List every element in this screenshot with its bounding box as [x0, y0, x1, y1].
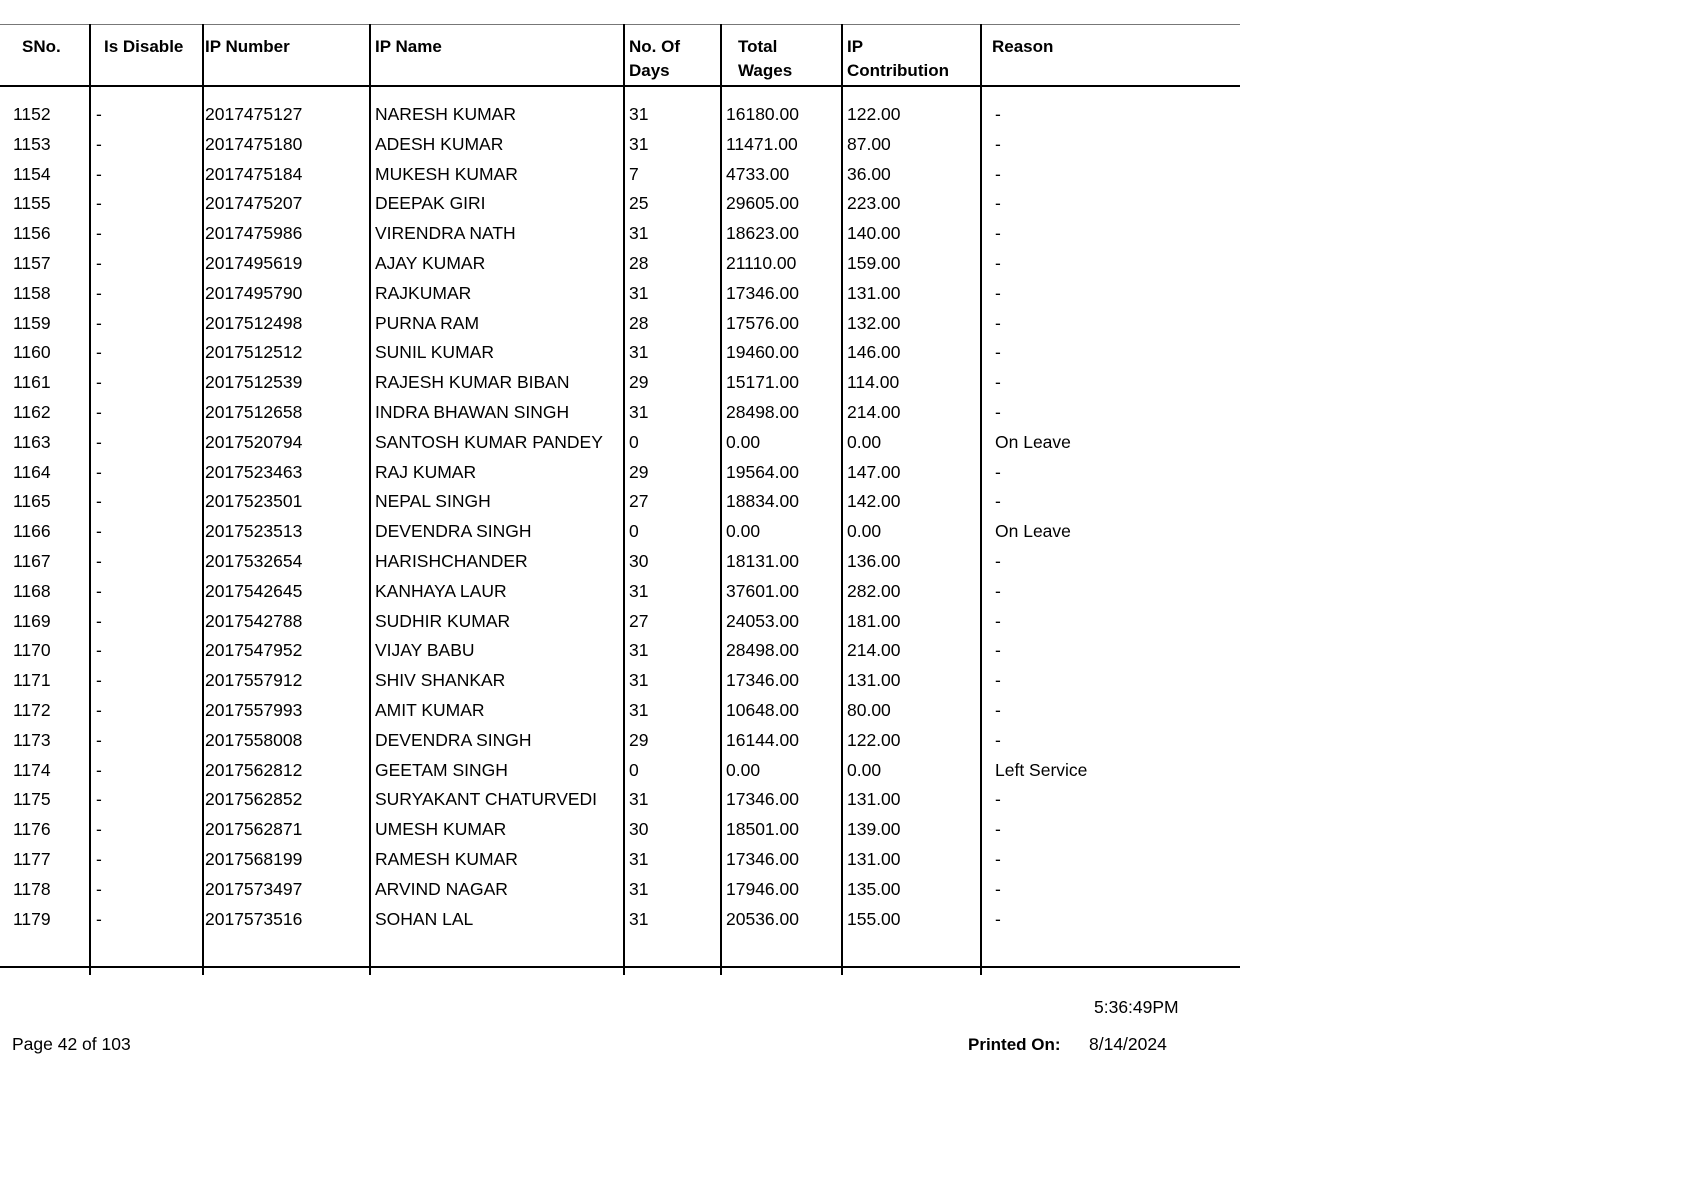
cell-sno: 1159	[13, 312, 51, 333]
cell-is-disable: -	[96, 908, 102, 929]
cell-no-of-days: 31	[629, 342, 649, 363]
cell-total-wages: 15171.00	[726, 372, 799, 393]
cell-ip-name: SANTOSH KUMAR PANDEY	[375, 431, 603, 452]
table-row	[0, 908, 1240, 938]
cell-ip-name: RAJKUMAR	[375, 282, 472, 303]
cell-no-of-days: 31	[629, 104, 649, 124]
cell-total-wages: 28498.00	[726, 401, 799, 422]
table-row	[0, 788, 1240, 818]
cell-ip-contribution: 159.00	[847, 252, 901, 273]
cell-reason: -	[995, 550, 1001, 571]
cell-sno: 1171	[13, 670, 51, 691]
cell-sno: 1178	[13, 878, 51, 899]
table-row	[0, 222, 1240, 252]
cell-ip-name: GEETAM SINGH	[375, 759, 508, 780]
table-row	[0, 699, 1240, 729]
cell-sno: 1165	[13, 491, 51, 512]
printed-on-label: Printed On:	[968, 1035, 1061, 1054]
print-time: 5:36:49PM	[1094, 997, 1179, 1017]
cell-ip-number: 2017475184	[205, 163, 303, 184]
cell-is-disable: -	[96, 312, 102, 333]
cell-total-wages: 17576.00	[726, 312, 799, 333]
cell-ip-contribution: 132.00	[847, 312, 901, 333]
cell-ip-contribution: 214.00	[847, 640, 901, 661]
cell-is-disable: -	[96, 610, 102, 631]
header-ip-contribution: IP Contribution	[847, 37, 949, 80]
cell-no-of-days: 28	[629, 252, 649, 273]
cell-sno: 1157	[13, 252, 51, 273]
cell-total-wages: 19564.00	[726, 461, 799, 482]
cell-sno: 1170	[13, 640, 51, 661]
cell-no-of-days: 31	[629, 640, 649, 661]
cell-ip-name: VIRENDRA NATH	[375, 223, 516, 244]
cell-reason: -	[995, 819, 1001, 840]
cell-no-of-days: 27	[629, 491, 649, 512]
cell-reason: -	[995, 282, 1001, 303]
table-row	[0, 192, 1240, 222]
cell-reason: Left Service	[995, 759, 1088, 780]
cell-sno: 1169	[13, 610, 51, 631]
table-row	[0, 461, 1240, 491]
cell-total-wages: 28498.00	[726, 640, 799, 661]
cell-total-wages: 10648.00	[726, 699, 799, 720]
cell-ip-name: AMIT KUMAR	[375, 699, 485, 720]
cell-total-wages: 20536.00	[726, 908, 799, 929]
cell-ip-contribution: 136.00	[847, 550, 901, 571]
cell-sno: 1152	[13, 104, 51, 124]
table-row	[0, 759, 1240, 789]
table-row	[0, 431, 1240, 461]
cell-ip-name: SURYAKANT CHATURVEDI	[375, 789, 598, 810]
cell-is-disable: -	[96, 133, 102, 154]
cell-sno: 1153	[13, 133, 51, 154]
cell-no-of-days: 29	[629, 461, 649, 482]
cell-reason: -	[995, 133, 1001, 154]
cell-reason: -	[995, 491, 1001, 512]
cell-no-of-days: 31	[629, 282, 649, 303]
cell-ip-number: 2017512512	[205, 342, 303, 363]
cell-reason: -	[995, 789, 1001, 810]
table-row	[0, 490, 1240, 520]
cell-ip-number: 2017523463	[205, 461, 303, 482]
cell-reason: -	[995, 610, 1001, 631]
cell-sno: 1158	[13, 282, 51, 303]
cell-is-disable: -	[96, 580, 102, 601]
cell-is-disable: -	[96, 640, 102, 661]
cell-total-wages: 19460.00	[726, 342, 799, 363]
cell-total-wages: 0.00	[726, 431, 761, 452]
cell-no-of-days: 0	[629, 759, 639, 780]
cell-ip-contribution: 223.00	[847, 193, 901, 214]
cell-ip-contribution: 36.00	[847, 163, 891, 184]
header-ip-number: IP Number	[205, 37, 290, 56]
cell-total-wages: 24053.00	[726, 610, 799, 631]
cell-is-disable: -	[96, 670, 102, 691]
cell-reason: -	[995, 372, 1001, 393]
cell-ip-number: 2017573516	[205, 908, 303, 929]
header-sno: SNo.	[22, 37, 61, 56]
cell-ip-name: ARVIND NAGAR	[375, 878, 508, 899]
cell-ip-number: 2017512539	[205, 372, 303, 393]
cell-ip-contribution: 114.00	[847, 372, 900, 393]
cell-ip-contribution: 131.00	[847, 789, 901, 810]
cell-ip-number: 2017568199	[205, 848, 303, 869]
cell-no-of-days: 0	[629, 431, 639, 452]
cell-ip-name: SUNIL KUMAR	[375, 342, 494, 363]
cell-is-disable: -	[96, 759, 102, 780]
cell-no-of-days: 0	[629, 521, 639, 542]
cell-ip-contribution: 181.00	[847, 610, 901, 631]
cell-ip-number: 2017558008	[205, 729, 303, 750]
cell-is-disable: -	[96, 848, 102, 869]
cell-ip-contribution: 214.00	[847, 401, 901, 422]
cell-total-wages: 16144.00	[726, 729, 799, 750]
table-row	[0, 163, 1240, 193]
table-row	[0, 639, 1240, 669]
header-rule	[0, 85, 1240, 87]
cell-total-wages: 17346.00	[726, 282, 799, 303]
cell-total-wages: 21110.00	[726, 252, 797, 273]
cell-ip-number: 2017523513	[205, 521, 303, 542]
cell-reason: -	[995, 163, 1001, 184]
cell-ip-contribution: 0.00	[847, 759, 882, 780]
cell-sno: 1175	[13, 789, 51, 810]
cell-sno: 1172	[13, 699, 51, 720]
cell-no-of-days: 31	[629, 878, 649, 899]
cell-no-of-days: 25	[629, 193, 649, 214]
cell-sno: 1168	[13, 580, 51, 601]
cell-is-disable: -	[96, 461, 102, 482]
cell-ip-name: SHIV SHANKAR	[375, 670, 506, 691]
table-top-rule	[0, 24, 1240, 25]
cell-ip-number: 2017532654	[205, 550, 303, 571]
table-row	[0, 371, 1240, 401]
table-row	[0, 818, 1240, 848]
cell-no-of-days: 31	[629, 848, 649, 869]
cell-total-wages: 18131.00	[726, 550, 799, 571]
table-row	[0, 252, 1240, 282]
cell-is-disable: -	[96, 193, 102, 214]
table-row	[0, 729, 1240, 759]
table-row	[0, 341, 1240, 371]
cell-ip-number: 2017512498	[205, 312, 303, 333]
cell-sno: 1174	[13, 759, 51, 780]
cell-no-of-days: 7	[629, 163, 639, 184]
cell-ip-contribution: 131.00	[847, 848, 901, 869]
table-row	[0, 133, 1240, 163]
cell-ip-name: RAJESH KUMAR BIBAN	[375, 372, 570, 393]
cell-total-wages: 18501.00	[726, 819, 799, 840]
cell-ip-contribution: 155.00	[847, 908, 901, 929]
table-row	[0, 878, 1240, 908]
cell-is-disable: -	[96, 819, 102, 840]
table-header	[0, 35, 1240, 85]
cell-no-of-days: 31	[629, 223, 649, 244]
cell-ip-name: VIJAY BABU	[375, 640, 475, 661]
cell-ip-name: DEEPAK GIRI	[375, 193, 486, 214]
cell-total-wages: 17346.00	[726, 670, 799, 691]
table-row	[0, 550, 1240, 580]
cell-sno: 1161	[13, 372, 51, 393]
cell-ip-contribution: 80.00	[847, 699, 891, 720]
table-row	[0, 669, 1240, 699]
header-is-disable: Is Disable	[104, 37, 184, 56]
cell-reason: -	[995, 729, 1001, 750]
cell-ip-contribution: 135.00	[847, 878, 901, 899]
cell-is-disable: -	[96, 282, 102, 303]
header-ip-name: IP Name	[375, 37, 442, 56]
cell-total-wages: 17346.00	[726, 789, 799, 810]
cell-ip-number: 2017562852	[205, 789, 303, 810]
cell-is-disable: -	[96, 163, 102, 184]
cell-ip-contribution: 140.00	[847, 223, 901, 244]
cell-sno: 1173	[13, 729, 51, 750]
cell-sno: 1176	[13, 819, 51, 840]
cell-ip-contribution: 0.00	[847, 431, 882, 452]
cell-total-wages: 18623.00	[726, 223, 799, 244]
cell-no-of-days: 27	[629, 610, 649, 631]
cell-total-wages: 17946.00	[726, 878, 799, 899]
table-row	[0, 103, 1240, 133]
cell-is-disable: -	[96, 431, 102, 452]
cell-ip-number: 2017547952	[205, 640, 303, 661]
cell-reason: On Leave	[995, 521, 1071, 542]
cell-no-of-days: 31	[629, 580, 649, 601]
table-row	[0, 610, 1240, 640]
cell-total-wages: 18834.00	[726, 491, 799, 512]
cell-total-wages: 17346.00	[726, 848, 799, 869]
header-no-of-days: No. Of Days	[629, 37, 680, 80]
cell-reason: -	[995, 670, 1001, 691]
cell-ip-name: RAMESH KUMAR	[375, 848, 518, 869]
cell-is-disable: -	[96, 223, 102, 244]
cell-no-of-days: 31	[629, 133, 649, 154]
cell-is-disable: -	[96, 550, 102, 571]
table-row	[0, 312, 1240, 342]
cell-ip-contribution: 131.00	[847, 282, 901, 303]
cell-is-disable: -	[96, 252, 102, 273]
cell-ip-contribution: 0.00	[847, 521, 882, 542]
cell-sno: 1177	[13, 848, 51, 869]
cell-ip-number: 2017475180	[205, 133, 303, 154]
table-bottom-rule	[0, 966, 1240, 968]
cell-ip-contribution: 87.00	[847, 133, 891, 154]
cell-ip-name: AJAY KUMAR	[375, 252, 486, 273]
cell-ip-name: RAJ KUMAR	[375, 461, 477, 482]
page-number: Page 42 of 103	[12, 1034, 131, 1054]
cell-no-of-days: 31	[629, 670, 649, 691]
cell-no-of-days: 31	[629, 908, 649, 929]
cell-is-disable: -	[96, 789, 102, 810]
cell-reason: -	[995, 252, 1001, 273]
cell-ip-name: PURNA RAM	[375, 312, 480, 333]
cell-is-disable: -	[96, 491, 102, 512]
cell-ip-contribution: 142.00	[847, 491, 901, 512]
cell-is-disable: -	[96, 521, 102, 542]
cell-ip-number: 2017495619	[205, 252, 303, 273]
cell-total-wages: 0.00	[726, 521, 761, 542]
cell-sno: 1162	[13, 401, 51, 422]
cell-ip-name: SUDHIR KUMAR	[375, 610, 511, 631]
cell-ip-number: 2017475127	[205, 104, 303, 124]
cell-sno: 1156	[13, 223, 51, 244]
cell-sno: 1179	[13, 908, 51, 929]
cell-sno: 1154	[13, 163, 51, 184]
cell-ip-contribution: 139.00	[847, 819, 901, 840]
cell-ip-number: 2017512658	[205, 401, 303, 422]
cell-ip-name: MUKESH KUMAR	[375, 163, 518, 184]
cell-reason: -	[995, 848, 1001, 869]
cell-ip-number: 2017520794	[205, 431, 303, 452]
cell-sno: 1163	[13, 431, 51, 452]
cell-ip-name: NEPAL SINGH	[375, 491, 491, 512]
cell-no-of-days: 29	[629, 729, 649, 750]
cell-ip-number: 2017495790	[205, 282, 303, 303]
cell-ip-number: 2017573497	[205, 878, 303, 899]
printed-on-date: 8/14/2024	[1089, 1034, 1167, 1054]
cell-ip-number: 2017562812	[205, 759, 303, 780]
cell-sno: 1166	[13, 521, 51, 542]
header-reason: Reason	[992, 37, 1054, 56]
cell-is-disable: -	[96, 104, 102, 124]
cell-ip-number: 2017542645	[205, 580, 303, 601]
table-row	[0, 282, 1240, 312]
cell-no-of-days: 31	[629, 789, 649, 810]
cell-is-disable: -	[96, 878, 102, 899]
cell-reason: -	[995, 580, 1001, 601]
cell-ip-number: 2017523501	[205, 491, 303, 512]
cell-total-wages: 16180.00	[726, 104, 799, 124]
cell-sno: 1164	[13, 461, 51, 482]
cell-reason: -	[995, 908, 1001, 929]
cell-no-of-days: 31	[629, 401, 649, 422]
cell-ip-number: 2017557912	[205, 670, 303, 691]
cell-total-wages: 0.00	[726, 759, 761, 780]
cell-sno: 1160	[13, 342, 51, 363]
cell-is-disable: -	[96, 372, 102, 393]
cell-ip-name: NARESH KUMAR	[375, 104, 516, 124]
cell-reason: -	[995, 640, 1001, 661]
cell-is-disable: -	[96, 401, 102, 422]
cell-total-wages: 4733.00	[726, 163, 790, 184]
cell-total-wages: 29605.00	[726, 193, 799, 214]
table-row	[0, 848, 1240, 878]
cell-ip-contribution: 131.00	[847, 670, 901, 691]
cell-total-wages: 37601.00	[726, 580, 799, 601]
cell-no-of-days: 30	[629, 550, 649, 571]
cell-ip-number: 2017475986	[205, 223, 303, 244]
cell-ip-name: UMESH KUMAR	[375, 819, 507, 840]
cell-is-disable: -	[96, 699, 102, 720]
cell-reason: -	[995, 312, 1001, 333]
cell-reason: -	[995, 223, 1001, 244]
header-total-wages: Total Wages	[738, 37, 793, 80]
table-body	[0, 103, 1240, 937]
cell-reason: On Leave	[995, 431, 1071, 452]
cell-ip-number: 2017557993	[205, 699, 303, 720]
cell-ip-number: 2017475207	[205, 193, 303, 214]
cell-ip-number: 2017542788	[205, 610, 303, 631]
cell-reason: -	[995, 699, 1001, 720]
cell-no-of-days: 30	[629, 819, 649, 840]
cell-sno: 1167	[13, 550, 51, 571]
cell-reason: -	[995, 104, 1001, 124]
cell-no-of-days: 29	[629, 372, 649, 393]
cell-total-wages: 11471.00	[726, 133, 798, 154]
cell-reason: -	[995, 193, 1001, 214]
cell-reason: -	[995, 342, 1001, 363]
cell-ip-contribution: 147.00	[847, 461, 901, 482]
table-row	[0, 401, 1240, 431]
cell-no-of-days: 31	[629, 699, 649, 720]
cell-ip-name: KANHAYA LAUR	[375, 580, 507, 601]
cell-ip-name: DEVENDRA SINGH	[375, 729, 532, 750]
cell-no-of-days: 28	[629, 312, 649, 333]
cell-ip-number: 2017562871	[205, 819, 303, 840]
cell-ip-contribution: 146.00	[847, 342, 901, 363]
cell-ip-name: ADESH KUMAR	[375, 133, 504, 154]
cell-ip-name: SOHAN LAL	[375, 908, 474, 929]
cell-is-disable: -	[96, 729, 102, 750]
cell-ip-contribution: 122.00	[847, 729, 901, 750]
cell-ip-contribution: 282.00	[847, 580, 901, 601]
cell-is-disable: -	[96, 342, 102, 363]
cell-ip-name: DEVENDRA SINGH	[375, 521, 532, 542]
cell-ip-name: INDRA BHAWAN SINGH	[375, 401, 570, 422]
table-row	[0, 580, 1240, 610]
table-row	[0, 520, 1240, 550]
cell-reason: -	[995, 461, 1001, 482]
cell-reason: -	[995, 878, 1001, 899]
cell-sno: 1155	[13, 193, 51, 214]
cell-ip-contribution: 122.00	[847, 104, 901, 124]
cell-reason: -	[995, 401, 1001, 422]
cell-ip-name: HARISHCHANDER	[375, 550, 528, 571]
